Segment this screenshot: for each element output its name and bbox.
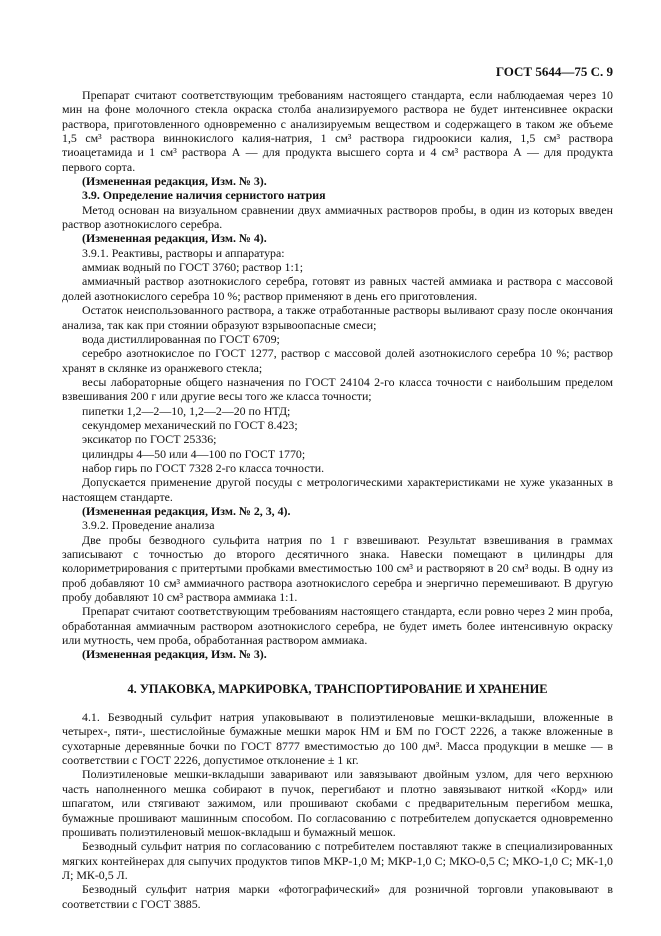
paragraph: Препарат считают соответствующим требованиям настоящего стандарта, если ровно через 2 мин проба, обработанная аммиачным раствором азотнокислого серебра, не будет иметь более интенсивную окраску или мутность, чем проба, обработанная раствором аммиака. bbox=[62, 604, 613, 648]
bold-paragraph: (Измененная редакция, Изм. № 2, 3, 4). bbox=[82, 503, 291, 518]
paragraph: цилиндры 4—50 или 4—100 по ГОСТ 1770; bbox=[82, 446, 306, 461]
paragraph: серебро азотнокислое по ГОСТ 1277, раствор с массовой долей азотнокислого серебра 10 %; раствор хранят в склянке из оранжевого стекла; bbox=[62, 346, 613, 375]
paragraph: вода дистиллированная по ГОСТ 6709; bbox=[82, 331, 280, 346]
paragraph: Полиэтиленовые мешки-вкладыши заваривают или завязывают двойным узлом, для чего верхнюю часть наполненного мешка собирают в пучок, перегибают и плотно завязывают ниткой «Корд» или шпагатом, или стягивают зажимом, или прошивают скобами с предварительным перегибом мешка, бумажные прошивают машинным способом. По согласованию с потребителем допускается одновременно прошивать полиэтиленовый мешок-вкладыш и бумажный мешок. bbox=[62, 767, 613, 839]
document-body bbox=[62, 88, 613, 911]
paragraph: секундомер механический по ГОСТ 8.423; bbox=[82, 417, 298, 432]
paragraph: пипетки 1,2—2—10, 1,2—2—20 по НТД; bbox=[82, 403, 291, 418]
bold-paragraph: (Измененная редакция, Изм. № 4). bbox=[82, 231, 267, 246]
paragraph: Две пробы безводного сульфита натрия по 1 г взвешивают. Результат взвешивания в граммах записывают с точностью до второго десятичного знака. Навески помещают в цилиндры для колориметрирования с притертыми пробками вместимостью 100 см³ и растворяют в 20 см³ воды. В одну из проб добавляют 10 см³ аммиачного раствора азотнокислого серебра и энергично перемешивают. В другую пробу добавляют 10 см³ раствора аммиака 1:1. bbox=[62, 532, 613, 605]
bold-paragraph: 3.9. Определение наличия сернистого натрия bbox=[82, 188, 326, 203]
paragraph: Препарат считают соответствующим требованиям настоящего стандарта, если наблюдаемая через 10 мин на фоне молочного стекла окраска столба анализируемого раствора не будет интенсивнее окраски раствора, приготовленного одновременно с анализируемым веществом и содержащего в таком же объеме 1,5 см³ раствора виннокислого калия-натрия, 1 см³ раствора гидроокиси калия, 1,5 см³ раствора тиоацетамида и 1 см³ раствора А — для продукта высшего сорта и 4 см³ раствора А — для продукта первого сорта. bbox=[62, 88, 613, 174]
paragraph: набор гирь по ГОСТ 7328 2-го класса точности. bbox=[82, 460, 325, 475]
page-header: ГОСТ 5644—75 С. 9 bbox=[495, 64, 613, 79]
paragraph: Остаток неиспользованного раствора, а также отработанные растворы выливают сразу после окончания анализа, так как при стоянии образуют взрывоопасные смеси; bbox=[62, 303, 613, 332]
paragraph: эксикатор по ГОСТ 25336; bbox=[82, 432, 217, 447]
section-heading: 4. УПАКОВКА, МАРКИРОВКА, ТРАНСПОРТИРОВАНИЕ И ХРАНЕНИЕ bbox=[127, 681, 548, 696]
paragraph: 3.9.1. Реактивы, растворы и аппаратура: bbox=[82, 245, 285, 260]
paragraph: Безводный сульфит натрия по согласованию с потребителем поставляют также в специализированных мягких контейнерах для сыпучих продуктов типов МКР-1,0 М; МКР-1,0 С; МКО-0,5 С; МКО-1,0 С; МК-1,0 Л; МК-0,5 Л. bbox=[62, 839, 613, 882]
paragraph: 3.9.2. Проведение анализа bbox=[82, 518, 215, 533]
paragraph: Допускается применение другой посуды с метрологическими характеристиками не хуже указанных в настоящем стандарте. bbox=[62, 475, 613, 504]
paragraph: аммиачный раствор азотнокислого серебра, готовят из равных частей аммиака и раствора с массовой долей азотнокислого серебра 10 %; раствор применяют в день его приготовления. bbox=[62, 274, 613, 303]
paragraph: весы лабораторные общего назначения по ГОСТ 24104 2-го класса точности с наибольшим пределом взвешивания 200 г или другие весы того же класса точности; bbox=[62, 374, 613, 404]
paragraph: 4.1. Безводный сульфит натрия упаковывают в полиэтиленовые мешки-вкладыши, вложенные в четырех-, пяти-, шестислойные бумажные мешки марок НМ и БМ по ГОСТ 2226, а также вложенные в сухотарные деревянные бочки по ГОСТ 8777 вместимостью до 100 дм³. Масса продукции в мешке — в соответствии с ГОСТ 2226, допустимое отклонение ± 1 кг. bbox=[62, 710, 613, 768]
paragraph: Безводный сульфит натрия марки «фотографический» для розничной торговли упаковывают в соответствии с ГОСТ 3885. bbox=[62, 882, 613, 911]
paragraph: Метод основан на визуальном сравнении двух аммиачных растворов пробы, в один из которых введен раствор азотнокислого серебра. bbox=[62, 202, 613, 232]
bold-paragraph: (Измененная редакция, Изм. № 3). bbox=[82, 174, 267, 189]
paragraph: аммиак водный по ГОСТ 3760; раствор 1:1; bbox=[82, 260, 303, 275]
bold-paragraph: (Измененная редакция, Изм. № 3). bbox=[82, 647, 267, 662]
